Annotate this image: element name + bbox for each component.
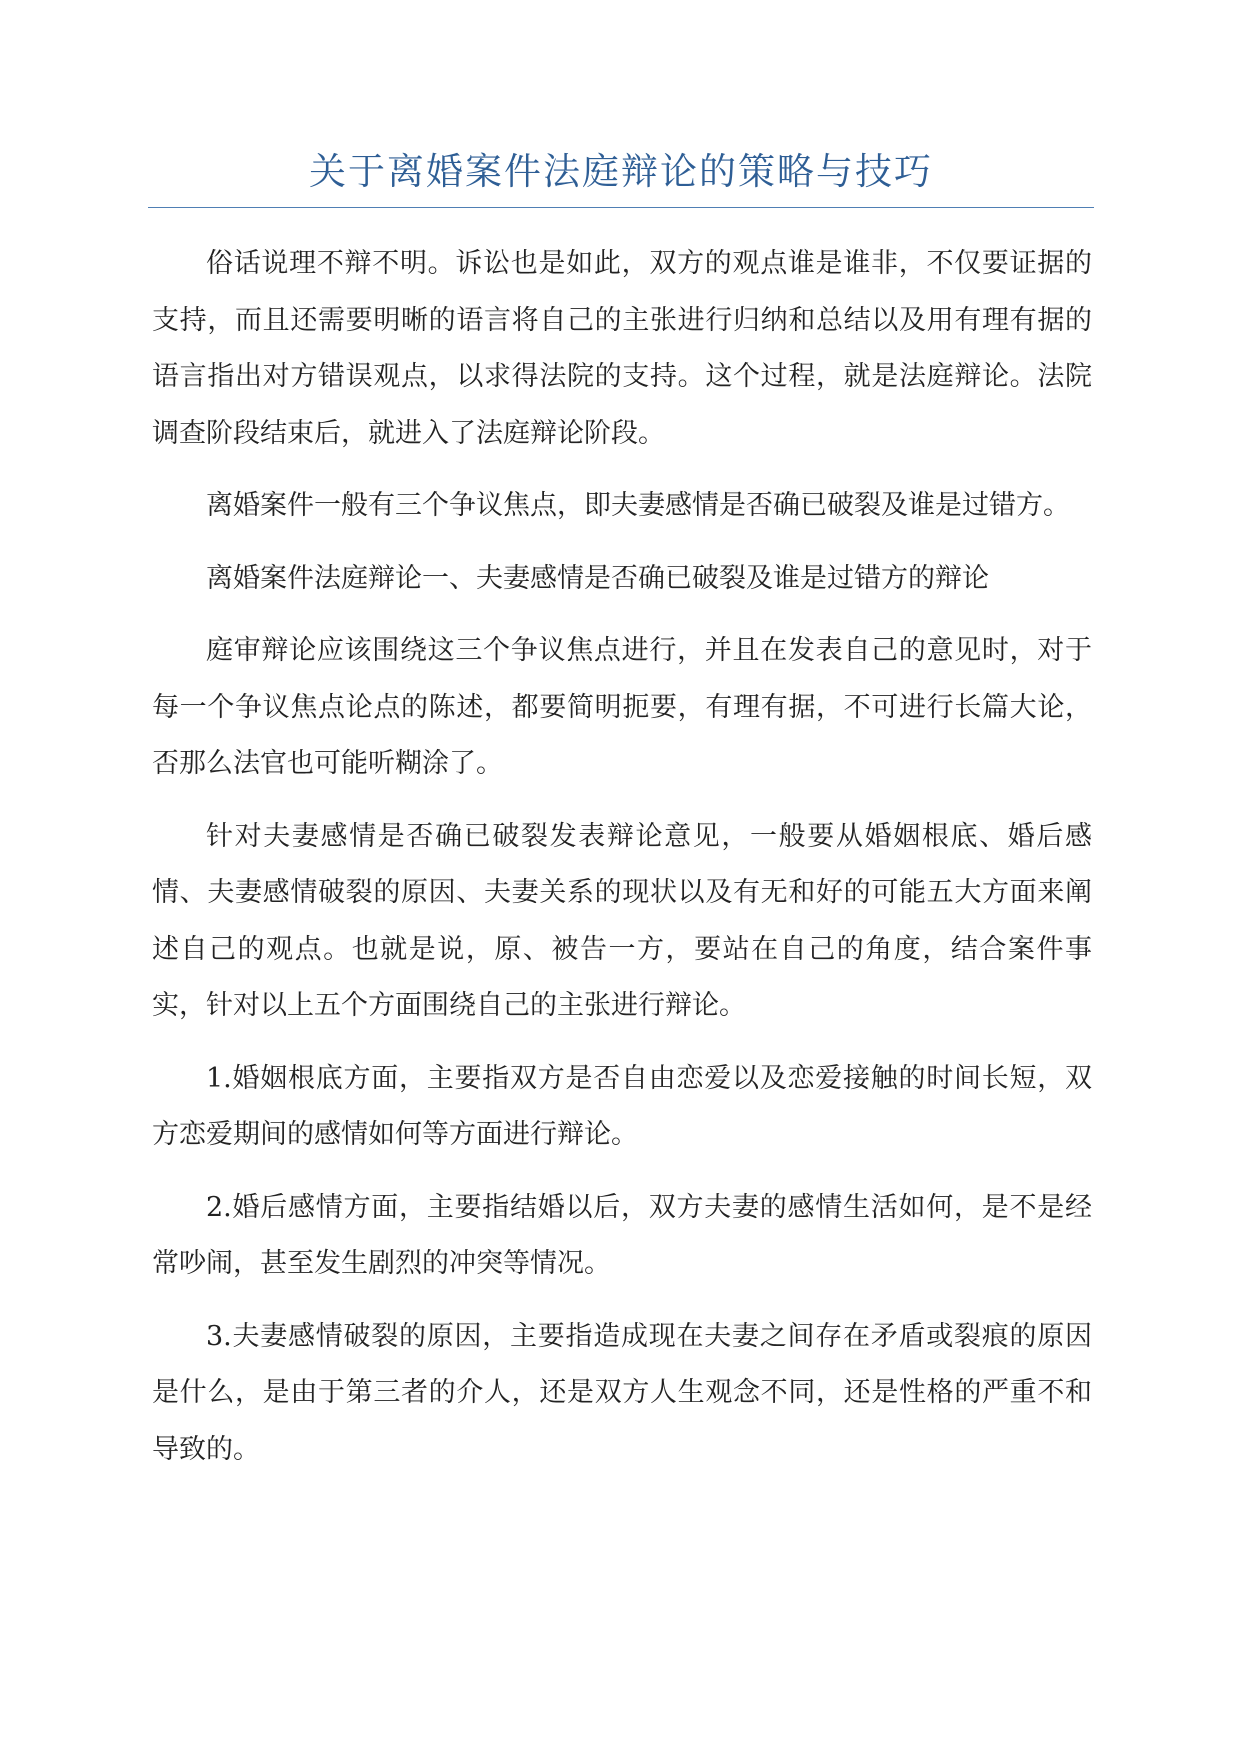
paragraph-dispute-focus: 离婚案件一般有三个争议焦点，即夫妻感情是否确已破裂及谁是过错方。 [206, 490, 1070, 521]
paragraph-item-3: 3.夫妻感情破裂的原因，主要指造成现在夫妻之间存在矛盾或裂痕的原因是什么，是由于第三者的介人，还是双方人生观念不同，还是性格的严重不和导致的。 [152, 1320, 1092, 1465]
paragraph-intro: 俗话说理不辩不明。诉讼也是如此，双方的观点谁是谁非，不仅要证据的支持，而且还需要明晰的语言将自己的主张进行归纳和总结以及用有理有据的语言指出对方错误观点，以求得法院的支持。这个过程，就是法庭辩论。法院调查阶段结束后，就进入了法庭辩论阶段。 [152, 248, 1092, 449]
document-body [152, 236, 1092, 1494]
paragraph-section-heading: 离婚案件法庭辩论一、夫妻感情是否确已破裂及谁是过错方的辩论 [206, 562, 989, 594]
paragraph-item-2: 2.婚后感情方面，主要指结婚以后，双方夫妻的感情生活如何，是不是经常吵闹，甚至发生剧烈的冲突等情况。 [152, 1191, 1092, 1279]
paragraph-item-1: 1.婚姻根底方面，主要指双方是否自由恋爱以及恋爱接触的时间长短，双方恋爱期间的感情如何等方面进行辩论。 [152, 1062, 1092, 1150]
title-underline [148, 207, 1094, 208]
paragraph-five-aspects: 针对夫妻感情是否确已破裂发表辩论意见，一般要从婚姻根底、婚后感情、夫妻感情破裂的原因、夫妻关系的现状以及有无和好的可能五大方面来阐述自己的观点。也就是说，原、被告一方，要站在自己的角度，结合案件事实，针对以上五个方面围绕自己的主张进行辩论。 [152, 820, 1092, 1021]
paragraph-argument-guidance: 庭审辩论应该围绕这三个争议焦点进行，并且在发表自己的意见时，对于每一个争议焦点论点的陈述，都要简明扼要，有理有据，不可进行长篇大论，否那么法官也可能听糊涂了。 [152, 635, 1092, 779]
document-title: 关于离婚案件法庭辩论的策略与技巧 [309, 150, 933, 193]
